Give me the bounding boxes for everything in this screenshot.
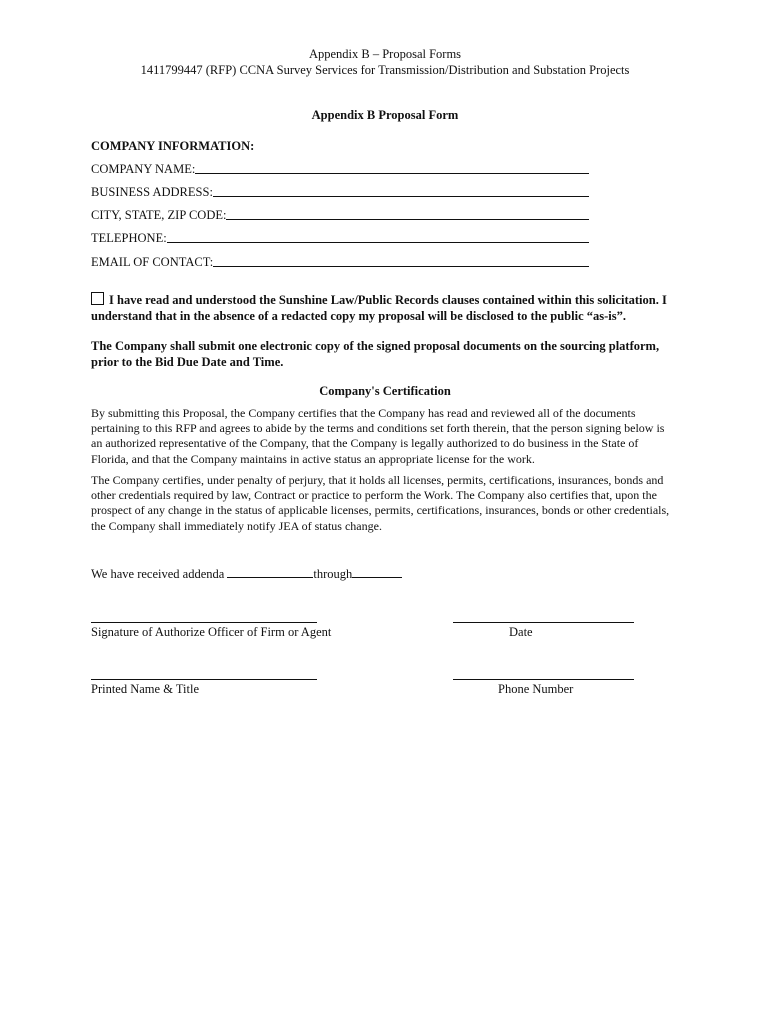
- email-row: [91, 254, 589, 270]
- form-title: Appendix B Proposal Form: [311, 108, 459, 122]
- email-field[interactable]: [213, 265, 589, 267]
- business-address-field[interactable]: [213, 195, 589, 197]
- addenda-from-field[interactable]: [227, 567, 313, 578]
- certification-title: Company's Certification: [319, 384, 451, 398]
- sunshine-law-acknowledgement: [91, 292, 681, 324]
- signature-line[interactable]: [91, 622, 317, 623]
- header-appendix-line: Appendix B – Proposal Forms: [308, 47, 462, 61]
- date-label: Date: [509, 625, 533, 639]
- header-rfp-line: 1411799447 (RFP) CCNA Survey Services for Transmission/Distribution and Substation Projects: [140, 63, 630, 77]
- company-name-row: [91, 161, 589, 177]
- phone-number-label: Phone Number: [498, 682, 574, 696]
- business-address-row: [91, 184, 589, 200]
- city-state-zip-row: [91, 207, 589, 223]
- addenda-line: [91, 567, 402, 582]
- company-name-field[interactable]: [195, 172, 589, 174]
- company-name-label: COMPANY NAME:: [91, 162, 196, 176]
- company-info-heading: COMPANY INFORMATION:: [91, 139, 255, 153]
- sunshine-law-text: I have read and understood the Sunshine Law/Public Records clauses contained within this solicitation. I understand that in the absence of a redacted copy my proposal will be disclosed to the public “as-is”.: [91, 293, 667, 323]
- certification-paragraph-1: By submitting this Proposal, the Company certifies that the Company has read and reviewed all of the documents pertaining to this RFP and agrees to abide by the terms and conditions set forth therein, that the person signing below is an authorized representative of the Company, that the Company is legally authorized to do business in the State of Florida, and that the Company maintains in active status an appropriate license for the work.: [91, 406, 665, 466]
- city-state-zip-label: CITY, STATE, ZIP CODE:: [91, 208, 227, 222]
- email-label: EMAIL OF CONTACT:: [91, 255, 214, 269]
- addenda-to-field[interactable]: [352, 567, 402, 578]
- signature-label: Signature of Authorize Officer of Firm or Agent: [91, 625, 332, 639]
- document-header: [0, 46, 770, 78]
- telephone-row: [91, 230, 589, 246]
- phone-number-line[interactable]: [453, 679, 634, 680]
- addenda-label: We have received addenda: [91, 567, 225, 581]
- city-state-zip-field[interactable]: [226, 218, 589, 220]
- submission-instructions: The Company shall submit one electronic copy of the signed proposal documents on the sourcing platform, prior to the Bid Due Date and Time.: [91, 339, 660, 369]
- business-address-label: BUSINESS ADDRESS:: [91, 185, 213, 199]
- printed-name-label: Printed Name & Title: [91, 682, 199, 696]
- certification-paragraph-2: The Company certifies, under penalty of perjury, that it holds all licenses, permits, certifications, insurances, bonds and other credentials required by law, Contract or practice to perform the Work. The Company also certifies that, upon the prospect of any change in the status of applicable licenses, permits, certifications, insurances, bonds or other credentials, the Company shall immediately notify JEA of status change.: [91, 473, 670, 533]
- addenda-through-label: through: [313, 567, 353, 581]
- telephone-label: TELEPHONE:: [91, 231, 167, 245]
- telephone-field[interactable]: [167, 241, 589, 243]
- printed-name-line[interactable]: [91, 679, 317, 680]
- date-line[interactable]: [453, 622, 634, 623]
- sunshine-law-checkbox[interactable]: [91, 292, 104, 305]
